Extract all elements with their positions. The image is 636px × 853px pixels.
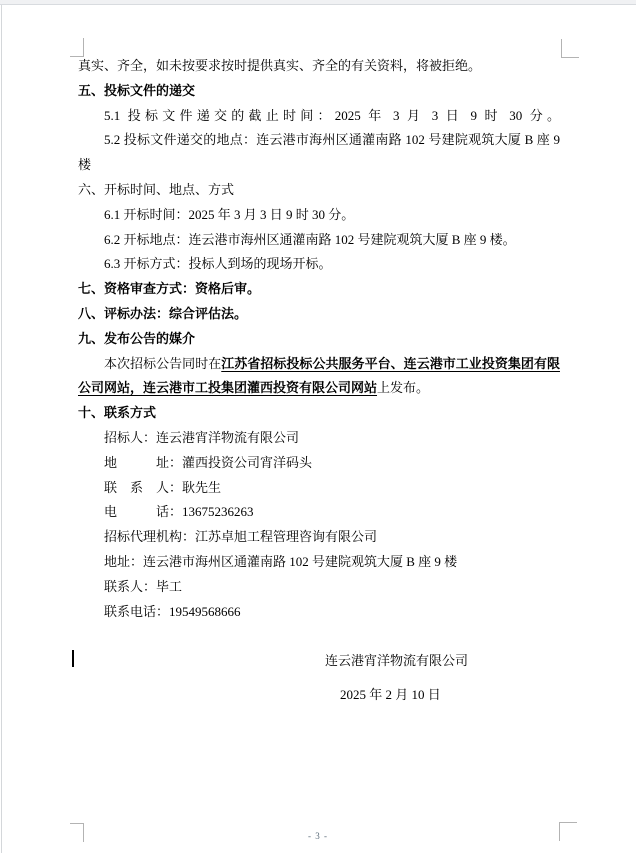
clause-5-2-line1: 5.2 投标文件递交的地点：连云港市海州区通灌南路 102 号建院观筑大厦 B 座 9 (104, 132, 560, 148)
contact-bidder-person: 联 系 人：耿先生 (104, 479, 222, 495)
heading-section-10: 十、联系方式 (78, 405, 157, 421)
document-body[interactable] (78, 54, 560, 708)
media-body-prefix: 本次招标公告同时在 (104, 355, 222, 371)
contact-agency-phone: 联系电话：19549568666 (104, 603, 241, 619)
signature-company: 连云港宵洋物流有限公司 (325, 653, 469, 669)
contact-agency: 招标代理机构：江苏卓旭工程管理咨询有限公司 (104, 529, 378, 545)
clause-6-2: 6.2 开标地点：连云港市海州区通灌南路 102 号建院观筑大厦 B 座 9 楼。 (104, 231, 516, 247)
heading-section-9: 九、发布公告的媒介 (78, 330, 196, 346)
heading-section-8: 八、评标办法：综合评估法。 (78, 305, 248, 321)
heading-section-7: 七、资格审查方式：资格后审。 (78, 281, 261, 297)
contact-agency-person: 联系人：毕工 (104, 578, 183, 594)
contact-bidder-phone: 电 话：13675236263 (104, 504, 254, 520)
page-number: - 3 - (308, 831, 328, 841)
clause-5-2-line2: 楼 (78, 157, 92, 173)
contact-agency-address: 地址：连云港市海州区通灌南路 102 号建院观筑大厦 B 座 9 楼 (104, 553, 458, 569)
heading-section-6: 六、开标时间、地点、方式 (78, 181, 235, 197)
media-paragraph-line1 (78, 352, 560, 377)
page-left-edge (1, 5, 2, 853)
text-cursor (72, 650, 74, 667)
blank-line (78, 624, 560, 649)
media-paragraph-line2 (78, 376, 560, 401)
margin-mark-top-right (561, 39, 579, 58)
heading-section-5: 五、投标文件的递交 (78, 82, 196, 98)
signature-date: 2025 年 2 月 10 日 (340, 686, 441, 702)
media-body-suffix: 上发布。 (377, 380, 430, 396)
canvas-top-strip (0, 0, 636, 5)
clause-5-1: 5.1 投标文件递交的截止时间：2025 年 3 月 3 日 9 时 30 分。 (104, 107, 560, 123)
media-platforms-line2: 公司网站，连云港市工投集团灌西投资有限公司网站 (78, 380, 378, 396)
clause-6-3: 6.3 开标方式：投标人到场的现场开标。 (104, 256, 332, 272)
contact-bidder: 招标人：连云港宵洋物流有限公司 (104, 429, 300, 445)
clause-6-1: 6.1 开标时间：2025 年 3 月 3 日 9 时 30 分。 (104, 206, 355, 222)
paragraph-intro-tail: 真实、齐全，如未按要求按时提供真实、齐全的有关资料，将被拒绝。 (78, 58, 482, 73)
media-platforms-line1: 江苏省招标投标公共服务平台、连云港市工业投资集团有限 (221, 355, 560, 371)
contact-bidder-address: 地 址：灌西投资公司宵洋码头 (104, 454, 313, 470)
